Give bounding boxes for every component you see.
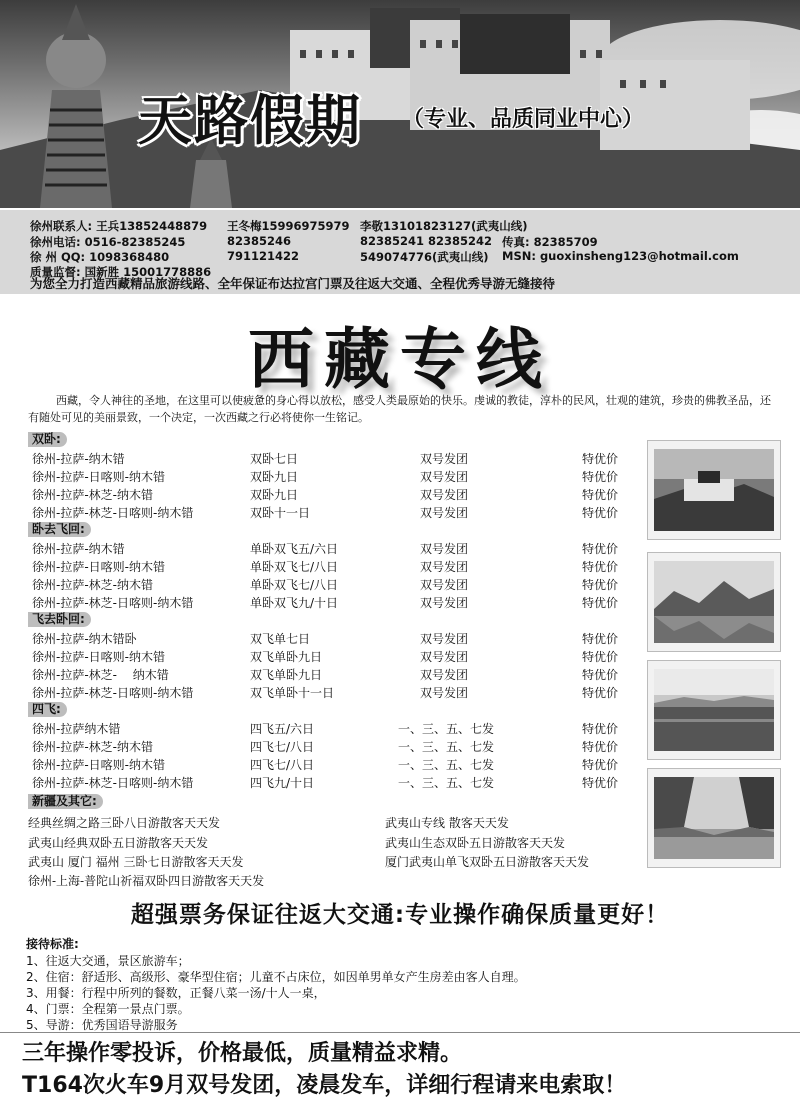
route-duration: 单卧双飞五/六日	[250, 542, 339, 556]
standard-item: 4、门票：全程第一景点门票。	[26, 1002, 190, 1016]
contact-cell: 质量监督: 国新胜 15001778886	[30, 265, 212, 279]
contact-row	[30, 249, 790, 264]
route-name: 徐州-拉萨-林芝-日喀则-纳木错	[32, 686, 194, 700]
route-departure: 双号发团	[420, 560, 469, 574]
route-name: 徐州-拉萨-林芝-日喀则-纳木错	[32, 506, 194, 520]
route-duration: 双飞单卧九日	[250, 668, 323, 682]
route-price: 特优价	[582, 650, 619, 664]
section-label: 双卧:	[28, 432, 67, 447]
other-route: 经典丝绸之路三卧八日游散客天天发	[28, 816, 221, 830]
section-label: 四飞:	[28, 702, 67, 717]
route-name: 徐州-拉萨-林芝-纳木错	[32, 578, 153, 592]
route-name: 徐州-拉萨-林芝-纳木错	[32, 740, 153, 754]
route-duration: 单卧双飞七/八日	[250, 560, 339, 574]
route-departure: 一、三、五、七发	[398, 722, 495, 736]
route-name: 徐州-拉萨-林芝-日喀则-纳木错	[32, 596, 194, 610]
contact-cell: 徐州电话: 0516-82385245	[30, 235, 186, 249]
route-name: 徐州-拉萨-纳木错	[32, 542, 125, 556]
service-slogan: 为您全力打造西藏精品旅游线路、全年保证布达拉宫门票及往返大交通、全程优秀导游无缝接待	[30, 276, 556, 291]
route-departure: 一、三、五、七发	[398, 758, 495, 772]
contact-cell: 徐 州 QQ: 1098368480	[30, 250, 170, 264]
section-label: 卧去飞回:	[28, 522, 91, 537]
standards-title: 接待标准:	[26, 937, 79, 951]
contact-cell: 82385241 82385242	[360, 234, 493, 248]
footer-line-2: T164次火车9月双号发团，凌晨发车，详细行程请来电索取！	[22, 1073, 627, 1098]
standard-item: 3、用餐：行程中所列的餐数，正餐八菜一汤/十人一桌，	[26, 986, 326, 1000]
photo-river-valley	[647, 768, 781, 868]
route-name: 徐州-拉萨-林芝- 纳木错	[32, 668, 169, 682]
route-departure: 双号发团	[420, 452, 469, 466]
route-price: 特优价	[582, 686, 619, 700]
header-banner	[0, 0, 800, 208]
route-row	[32, 738, 632, 756]
route-duration: 四飞五/六日	[250, 722, 315, 736]
route-duration: 双卧九日	[250, 470, 299, 484]
route-departure: 一、三、五、七发	[398, 740, 495, 754]
route-row	[32, 630, 632, 648]
route-duration: 双卧十一日	[250, 506, 311, 520]
guarantee-banner: 超强票务保证往返大交通:专业操作确保质量更好！	[130, 902, 670, 928]
contact-row	[30, 218, 790, 233]
route-price: 特优价	[582, 506, 619, 520]
contact-cell: 82385246	[227, 234, 292, 248]
route-price: 特优价	[582, 758, 619, 772]
contact-cell: 徐州联系人: 王兵13852448879	[30, 219, 208, 233]
page-title: 西藏专线	[248, 321, 552, 398]
route-duration: 双飞单卧十一日	[250, 686, 335, 700]
intro-paragraph: 西藏，令人神往的圣地，在这里可以使疲惫的身心得以放松，感受人类最原始的快乐。虔诚的教徒，淳朴的民风，壮观的建筑，珍贵的佛教圣品，还有随处可见的美丽景致，一个决定，一次西藏之行必将使你一生铭记。	[28, 394, 771, 424]
standard-item: 1、往返大交通，景区旅游车；	[26, 954, 190, 968]
footer-divider	[0, 1032, 800, 1033]
route-departure: 双号发团	[420, 506, 469, 520]
contact-row	[30, 234, 790, 249]
route-departure: 双号发团	[420, 578, 469, 592]
route-departure: 双号发团	[420, 488, 469, 502]
route-duration: 双卧九日	[250, 488, 299, 502]
route-row	[32, 558, 632, 576]
section-label: 飞去卧回:	[28, 612, 91, 627]
other-route: 武夷山专线 散客天天发	[385, 816, 509, 830]
route-row	[32, 540, 632, 558]
route-duration: 四飞九/十日	[250, 776, 315, 790]
route-departure: 双号发团	[420, 596, 469, 610]
route-price: 特优价	[582, 632, 619, 646]
other-route: 武夷山 厦门 福州 三卧七日游散客天天发	[28, 855, 244, 869]
route-price: 特优价	[582, 578, 619, 592]
brand-name: 天路假期	[138, 89, 362, 152]
route-row	[32, 468, 632, 486]
photo-namtso-lake	[647, 660, 781, 760]
route-row	[32, 684, 632, 702]
route-row	[32, 594, 632, 612]
route-row	[32, 774, 632, 792]
route-departure: 双号发团	[420, 686, 469, 700]
route-name: 徐州-拉萨-日喀则-纳木错	[32, 650, 165, 664]
contact-cell: 传真: 82385709	[502, 235, 598, 249]
route-duration: 单卧双飞九/十日	[250, 596, 339, 610]
route-departure: 双号发团	[420, 668, 469, 682]
route-duration: 四飞七/八日	[250, 758, 315, 772]
route-name: 徐州-拉萨-纳木错卧	[32, 632, 137, 646]
contact-cell: MSN: guoxinsheng123@hotmail.com	[502, 249, 739, 263]
route-duration: 双卧七日	[250, 452, 299, 466]
contact-cell: 549074776(武夷山线)	[360, 250, 489, 264]
contact-cell: 王冬梅15996975979	[227, 219, 350, 233]
route-row	[32, 756, 632, 774]
route-duration: 双飞单卧九日	[250, 650, 323, 664]
route-name: 徐州-拉萨-日喀则-纳木错	[32, 560, 165, 574]
route-name: 徐州-拉萨-林芝-纳木错	[32, 488, 153, 502]
route-row	[32, 720, 632, 738]
route-price: 特优价	[582, 740, 619, 754]
route-name: 徐州-拉萨-纳木错	[32, 452, 125, 466]
standard-item: 5、导游：优秀国语导游服务	[26, 1018, 178, 1032]
contact-cell: 李敬13101823127(武夷山线)	[360, 219, 528, 233]
route-duration: 四飞七/八日	[250, 740, 315, 754]
route-price: 特优价	[582, 668, 619, 682]
route-row	[32, 450, 632, 468]
route-price: 特优价	[582, 560, 619, 574]
brand-tagline: （专业、品质同业中心）	[402, 107, 645, 132]
route-row	[32, 504, 632, 522]
route-price: 特优价	[582, 488, 619, 502]
route-duration: 双飞单七日	[250, 632, 311, 646]
route-row	[32, 666, 632, 684]
route-name: 徐州-拉萨-日喀则-纳木错	[32, 758, 165, 772]
route-departure: 一、三、五、七发	[398, 776, 495, 790]
other-route: 徐州-上海-普陀山祈福双卧四日游散客天天发	[28, 874, 265, 888]
route-name: 徐州-拉萨纳木错	[32, 722, 121, 736]
route-row	[32, 648, 632, 666]
route-price: 特优价	[582, 452, 619, 466]
other-route: 厦门武夷山单飞双卧五日游散客天天发	[385, 855, 590, 869]
route-duration: 单卧双飞七/八日	[250, 578, 339, 592]
route-price: 特优价	[582, 470, 619, 484]
potala-palace-image	[0, 0, 800, 208]
other-route: 武夷山生态双卧五日游散客天天发	[385, 836, 566, 850]
route-departure: 双号发团	[420, 542, 469, 556]
photo-potala	[647, 440, 781, 540]
route-price: 特优价	[582, 596, 619, 610]
other-route: 武夷山经典双卧五日游散客天天发	[28, 836, 209, 850]
route-price: 特优价	[582, 542, 619, 556]
route-price: 特优价	[582, 722, 619, 736]
footer-line-1: 三年操作零投诉，价格最低，质量精益求精。	[22, 1041, 463, 1066]
standard-item: 2、住宿：舒适形、高级形、豪华型住宿；儿童不占床位，如因单男单女产生房差由客人自理。	[26, 970, 526, 984]
route-name: 徐州-拉萨-林芝-日喀则-纳木错	[32, 776, 194, 790]
section-label: 新疆及其它:	[28, 794, 103, 809]
route-departure: 双号发团	[420, 470, 469, 484]
contact-cell: 791121422	[227, 249, 300, 263]
route-row	[32, 576, 632, 594]
route-row	[32, 486, 632, 504]
route-departure: 双号发团	[420, 650, 469, 664]
route-name: 徐州-拉萨-日喀则-纳木错	[32, 470, 165, 484]
photo-lake-mountains	[647, 552, 781, 652]
route-departure: 双号发团	[420, 632, 469, 646]
route-price: 特优价	[582, 776, 619, 790]
